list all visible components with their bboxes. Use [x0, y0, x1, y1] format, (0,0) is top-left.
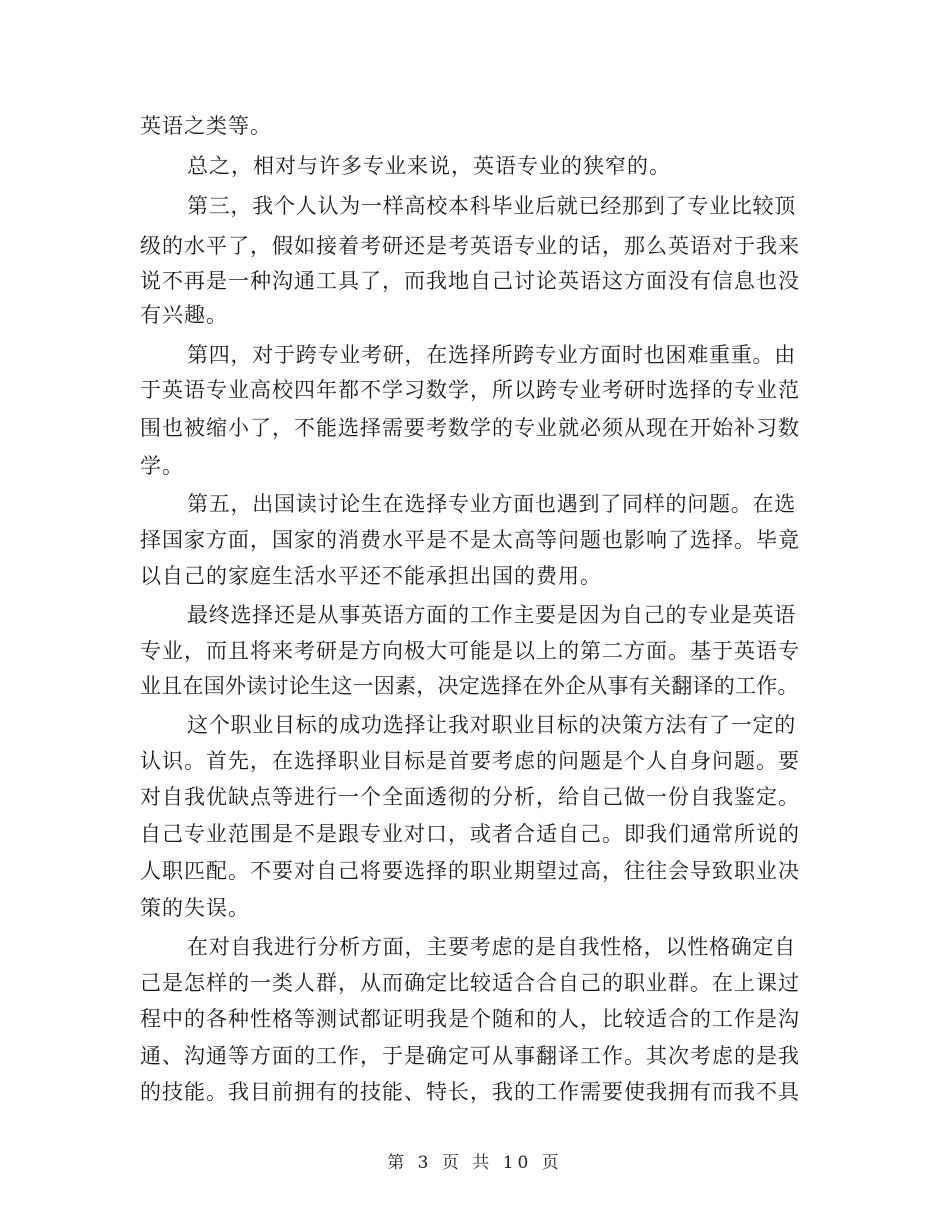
text-line: 第五，出国读讨论生在选择专业方面也遇到了同样的问题。在选 [187, 492, 796, 516]
text-line: 业且在国外读讨论生这一因素，决定选择在外企从事有关翻译的工作。 [140, 674, 799, 698]
text-line: 程中的各种性格等测试都证明我是个随和的人，比较适合的工作是沟 [140, 1007, 800, 1031]
text-line: 有兴趣。 [140, 303, 228, 327]
text-line: 的技能。我目前拥有的技能、特长，我的工作需要使我拥有而我不具 [140, 1080, 800, 1104]
text-line: 说不再是一种沟通工具了，而我地自己讨论英语这方面没有信息也没 [140, 269, 800, 293]
text-line: 策的失误。 [140, 896, 250, 920]
text-line: 专业，而且将来考研是方向极大可能是以上的第二方面。基于英语专 [140, 639, 800, 663]
text-line: 第三，我个人认为一样高校本科毕业后就已经那到了专业比较顶 [187, 194, 796, 218]
text-line: 于英语专业高校四年都不学习数学，所以跨专业考研时选择的专业范 [140, 378, 800, 402]
page-number-footer: 第 3 页 共 10 页 [387, 1153, 563, 1173]
text-line: 自己专业范围是不是跟专业对口，或者合适自己。即我们通常所说的 [140, 822, 800, 846]
text-line: 认识。首先，在选择职业目标是首要考虑的问题是个人自身问题。要 [140, 749, 800, 773]
text-line: 围也被缩小了，不能选择需要考数学的专业就必须从现在开始补习数 [140, 416, 800, 440]
text-line: 在对自我进行分析方面，主要考虑的是自我性格，以性格确定自 [187, 935, 796, 959]
text-line: 人职匹配。不要对自己将要选择的职业期望过高，往往会导致职业决 [140, 859, 800, 883]
text-line: 通、沟通等方面的工作，于是确定可从事翻译工作。其次考虑的是我 [140, 1044, 800, 1068]
text-line: 己是怎样的一类人群，从而确定比较适合合自己的职业群。在上课过 [140, 971, 800, 995]
text-line: 英语之类等。 [140, 114, 272, 138]
text-line: 以自己的家庭生活水平还不能承担出国的费用。 [140, 564, 602, 588]
text-line: 对自我优缺点等进行一个全面透彻的分析，给自己做一份自我鉴定。 [140, 785, 800, 809]
text-line: 最终选择还是从事英语方面的工作主要是因为自己的专业是英语 [187, 603, 796, 627]
text-line: 总之，相对与许多专业来说，英语专业的狭窄的。 [187, 154, 671, 178]
text-line: 这个职业目标的成功选择让我对职业目标的决策方法有了一定的 [187, 713, 796, 737]
text-line: 级的水平了，假如接着考研还是考英语专业的话，那么英语对于我来 [140, 234, 800, 258]
text-line: 择国家方面，国家的消费水平是不是太高等问题也影响了选择。毕竟 [140, 528, 800, 552]
text-line: 第四，对于跨专业考研，在选择所跨专业方面时也困难重重。由 [187, 343, 796, 367]
text-line: 学。 [140, 454, 184, 478]
